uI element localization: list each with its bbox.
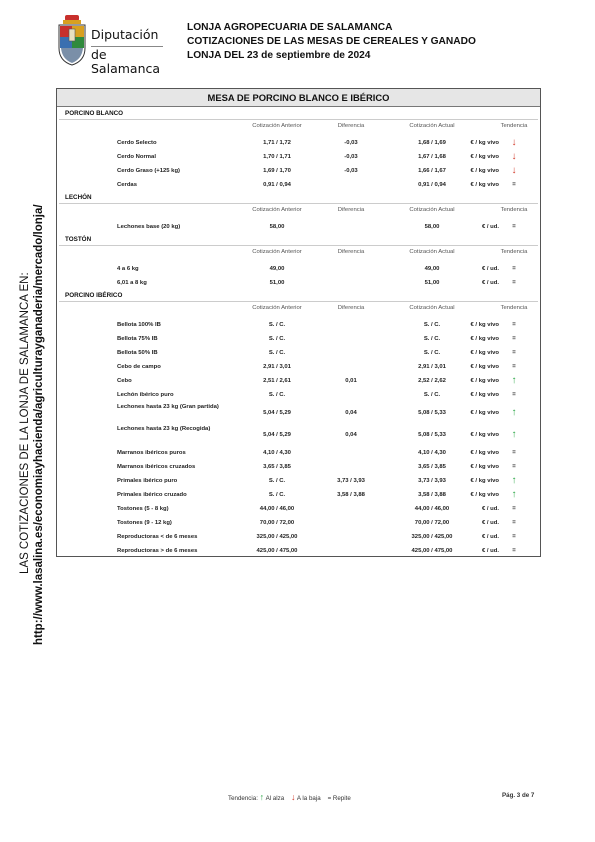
repeat-symbol: = (512, 364, 516, 370)
table-row (59, 488, 538, 502)
legend-label: Tendencia: (228, 795, 258, 802)
row-name: Primales ibérico cruzado (117, 492, 187, 498)
table-row (59, 374, 538, 388)
logo-text-line2: de Salamanca (91, 47, 161, 76)
table-row (59, 150, 538, 164)
table-row (59, 460, 538, 474)
unit: € / kg vivo (470, 168, 499, 174)
cotizacion-anterior: 5,04 / 5,29 (263, 410, 291, 416)
diferencia: 3,73 / 3,93 (337, 478, 365, 484)
table-row (59, 424, 538, 446)
cotizacion-anterior: S. / C. (268, 478, 286, 484)
cotizacion-actual: 49,00 (424, 266, 440, 272)
repeat-symbol: = (512, 548, 516, 554)
cotizacion-anterior: 1,70 / 1,71 (263, 154, 291, 160)
unit: € / kg vivo (470, 410, 499, 416)
repeat-symbol: = (512, 350, 516, 356)
cotizacion-anterior: 2,91 / 3,01 (263, 364, 291, 370)
col-header-actual: Cotización Actual (409, 207, 455, 213)
diferencia: 0,04 (345, 410, 357, 416)
cotizacion-actual: 0,91 / 0,94 (418, 182, 446, 188)
row-name: Tostones (9 - 12 kg) (117, 520, 172, 526)
table-row (59, 530, 538, 544)
row-name: Marranos ibéricos puros (117, 450, 186, 456)
cotizacion-actual: 51,00 (424, 280, 440, 286)
diferencia: -0,03 (344, 154, 358, 160)
arrow-up-icon: ↑ (511, 375, 517, 386)
arrow-down-icon: ↓ (511, 137, 517, 148)
row-name: Bellota 50% IB (117, 350, 158, 356)
table-row (59, 332, 538, 346)
page-number: Pág. 3 de 7 (502, 792, 535, 799)
diferencia: -0,03 (344, 140, 358, 146)
document-header (187, 21, 476, 63)
cotizacion-anterior: 1,69 / 1,70 (263, 168, 291, 174)
unit: € / ud. (481, 548, 499, 554)
cotizacion-anterior: S. / C. (268, 322, 286, 328)
col-header-diferencia: Diferencia (337, 123, 365, 129)
repeat-symbol: = (512, 280, 516, 286)
arrow-up-icon: ↑ (511, 429, 517, 440)
section-title: LECHÓN (59, 192, 538, 204)
cotizacion-actual: 3,73 / 3,93 (418, 478, 446, 484)
row-name: Bellota 100% IB (117, 322, 161, 328)
table-row (59, 220, 538, 234)
cotizacion-anterior: S. / C. (268, 392, 286, 398)
diferencia: -0,03 (344, 168, 358, 174)
row-name: Cebo de campo (117, 364, 161, 370)
logo-text-line1: Diputación (91, 27, 159, 42)
header-line1: LONJA AGROPECUARIA DE SALAMANCA (187, 22, 393, 33)
col-header-anterior: Cotización Anterior (252, 249, 302, 255)
table-row (59, 388, 538, 402)
column-header-row (59, 207, 538, 220)
repeat-symbol: = (512, 506, 516, 512)
cotizacion-anterior: 425,00 / 475,00 (256, 548, 298, 554)
table-row (59, 136, 538, 150)
unit: € / ud. (481, 224, 499, 230)
table-row (59, 474, 538, 488)
legend-up-label: Al alza (265, 795, 285, 802)
cotizacion-actual: 5,08 / 5,33 (418, 410, 446, 416)
column-header-row (59, 305, 538, 318)
col-header-anterior: Cotización Anterior (252, 207, 302, 213)
row-name: 6,01 a 8 kg (117, 280, 147, 286)
repeat-symbol: = (512, 520, 516, 526)
col-header-diferencia: Diferencia (337, 207, 365, 213)
cotizacion-anterior: 4,10 / 4,30 (263, 450, 291, 456)
row-name: 4 a 6 kg (117, 266, 139, 272)
section-title: TOSTÓN (59, 234, 538, 246)
cotizacion-actual: S. / C. (423, 322, 441, 328)
unit: € / kg vivo (470, 464, 499, 470)
unit: € / kg vivo (470, 322, 499, 328)
cotizacion-actual: 44,00 / 46,00 (414, 506, 450, 512)
cotizacion-anterior: 49,00 (269, 266, 285, 272)
unit: € / ud. (481, 520, 499, 526)
unit: € / ud. (481, 534, 499, 540)
col-header-anterior: Cotización Anterior (252, 305, 302, 311)
col-header-anterior: Cotización Anterior (252, 123, 302, 129)
cotizacion-actual: 2,91 / 3,01 (418, 364, 446, 370)
repeat-symbol: = (512, 464, 516, 470)
repeat-symbol: = (512, 266, 516, 272)
legend-down-label: A la baja (296, 795, 321, 802)
unit: € / kg vivo (470, 392, 499, 398)
unit: € / kg vivo (470, 432, 499, 438)
cotizacion-anterior: 44,00 / 46,00 (259, 506, 295, 512)
unit: € / kg vivo (470, 350, 499, 356)
row-name: Primales ibérico puro (117, 478, 178, 484)
cotizacion-anterior: 51,00 (269, 280, 285, 286)
header-line3: LONJA DEL 23 de septiembre de 2024 (187, 50, 371, 61)
legend-eq-label: = Repite (327, 795, 351, 802)
cotizacion-actual: 58,00 (424, 224, 440, 230)
table-row (59, 178, 538, 192)
unit: € / kg vivo (470, 154, 499, 160)
row-name: Cerdas (117, 182, 137, 188)
row-name: Lechones hasta 23 kg (Recogida) (117, 426, 211, 432)
col-header-tendencia: Tendencia (500, 207, 528, 213)
table-row (59, 360, 538, 374)
arrow-up-icon: ↑ (511, 489, 517, 500)
side-url-link[interactable]: http://www.lasalina.es/economiayhacienda/agriculturayganaderia/mercado/lonja/ (33, 204, 45, 645)
table-title: MESA DE PORCINO BLANCO E IBÉRICO (57, 89, 540, 107)
col-header-actual: Cotización Actual (409, 123, 455, 129)
cotizacion-actual: 1,68 / 1,69 (418, 140, 446, 146)
side-caption: LAS COTIZACIONES DE LA LONJA DE SALAMANCA EN: (19, 272, 31, 574)
arrow-up-icon: ↑ (511, 407, 517, 418)
arrow-down-icon: ↓ (511, 151, 517, 162)
table-row (59, 502, 538, 516)
diferencia: 0,04 (345, 432, 357, 438)
cotizacion-anterior: S. / C. (268, 336, 286, 342)
col-header-diferencia: Diferencia (337, 305, 365, 311)
column-header-row (59, 123, 538, 136)
row-name: Lechones base (20 kg) (117, 224, 181, 230)
cotizacion-anterior: 70,00 / 72,00 (259, 520, 295, 526)
cotizacion-actual: 70,00 / 72,00 (414, 520, 450, 526)
arrow-down-icon: ↓ (291, 792, 296, 802)
repeat-symbol: = (512, 450, 516, 456)
table-row (59, 516, 538, 530)
cotizacion-actual: 3,65 / 3,85 (418, 464, 446, 470)
table-row (59, 262, 538, 276)
row-name: Cerdo Graso (+125 kg) (117, 168, 181, 174)
unit: € / kg vivo (470, 182, 499, 188)
row-name: Reproductoras > de 6 meses (117, 548, 198, 554)
unit: € / kg vivo (470, 364, 499, 370)
table-row (59, 402, 538, 424)
table-row (59, 318, 538, 332)
table-row (59, 544, 538, 558)
col-header-diferencia: Diferencia (337, 249, 365, 255)
arrow-down-icon: ↓ (511, 165, 517, 176)
cotizacion-actual: 4,10 / 4,30 (418, 450, 446, 456)
price-table (56, 88, 541, 557)
row-name: Bellota 75% IB (117, 336, 158, 342)
cotizacion-actual: S. / C. (423, 392, 441, 398)
repeat-symbol: = (512, 224, 516, 230)
row-name: Cerdo Selecto (117, 140, 157, 146)
section-title: PORCINO BLANCO (59, 108, 538, 120)
unit: € / kg vivo (470, 140, 499, 146)
unit: € / ud. (481, 266, 499, 272)
unit: € / kg vivo (470, 478, 499, 484)
cotizacion-anterior: S. / C. (268, 350, 286, 356)
cotizacion-actual: 5,08 / 5,33 (418, 432, 446, 438)
row-name: Reproductoras < de 6 meses (117, 534, 198, 540)
coat-of-arms-icon (56, 14, 88, 66)
column-header-row (59, 249, 538, 262)
row-name: Lechones hasta 23 kg (Gran partida) (117, 404, 219, 410)
cotizacion-anterior: 2,51 / 2,61 (263, 378, 291, 384)
cotizacion-anterior: 1,71 / 1,72 (263, 140, 291, 146)
cotizacion-actual: 325,00 / 425,00 (411, 534, 453, 540)
section-title: PORCINO IBÉRICO (59, 290, 538, 302)
repeat-symbol: = (512, 322, 516, 328)
col-header-tendencia: Tendencia (500, 123, 528, 129)
unit: € / ud. (481, 280, 499, 286)
repeat-symbol: = (512, 336, 516, 342)
row-name: Tostones (5 - 8 kg) (117, 506, 169, 512)
unit: € / kg vivo (470, 378, 499, 384)
cotizacion-anterior: 5,04 / 5,29 (263, 432, 291, 438)
row-name: Marranos ibéricos cruzados (117, 464, 196, 470)
cotizacion-actual: S. / C. (423, 336, 441, 342)
cotizacion-actual: 425,00 / 475,00 (411, 548, 453, 554)
table-row (59, 446, 538, 460)
repeat-symbol: = (512, 182, 516, 188)
cotizacion-anterior: 0,91 / 0,94 (263, 182, 291, 188)
cotizacion-anterior: 58,00 (269, 224, 285, 230)
col-header-actual: Cotización Actual (409, 249, 455, 255)
cotizacion-actual: 2,52 / 2,62 (418, 378, 446, 384)
diferencia: 0,01 (345, 378, 357, 384)
table-row (59, 276, 538, 290)
cotizacion-actual: 1,66 / 1,67 (418, 168, 446, 174)
table-row (59, 346, 538, 360)
unit: € / ud. (481, 506, 499, 512)
diputacion-logo (56, 12, 168, 76)
cotizacion-actual: S. / C. (423, 350, 441, 356)
cotizacion-anterior: 3,65 / 3,85 (263, 464, 291, 470)
col-header-tendencia: Tendencia (500, 249, 528, 255)
row-name: Lechón ibérico puro (117, 392, 174, 398)
repeat-symbol: = (512, 392, 516, 398)
unit: € / kg vivo (470, 492, 499, 498)
header-line2: COTIZACIONES DE LAS MESAS DE CEREALES Y GANADO (187, 36, 476, 47)
table-row (59, 164, 538, 178)
cotizacion-actual: 1,67 / 1,68 (418, 154, 446, 160)
cotizacion-actual: 3,58 / 3,88 (418, 492, 446, 498)
trend-legend (228, 792, 351, 802)
table-body (59, 108, 538, 558)
col-header-tendencia: Tendencia (500, 305, 528, 311)
row-name: Cerdo Normal (117, 154, 156, 160)
arrow-up-icon: ↑ (259, 792, 265, 802)
cotizacion-anterior: 325,00 / 425,00 (256, 534, 298, 540)
repeat-symbol: = (512, 534, 516, 540)
unit: € / kg vivo (470, 450, 499, 456)
arrow-up-icon: ↑ (511, 475, 517, 486)
col-header-actual: Cotización Actual (409, 305, 455, 311)
unit: € / kg vivo (470, 336, 499, 342)
row-name: Cebo (117, 378, 132, 384)
cotizacion-anterior: S. / C. (268, 492, 286, 498)
diferencia: 3,58 / 3,88 (337, 492, 365, 498)
